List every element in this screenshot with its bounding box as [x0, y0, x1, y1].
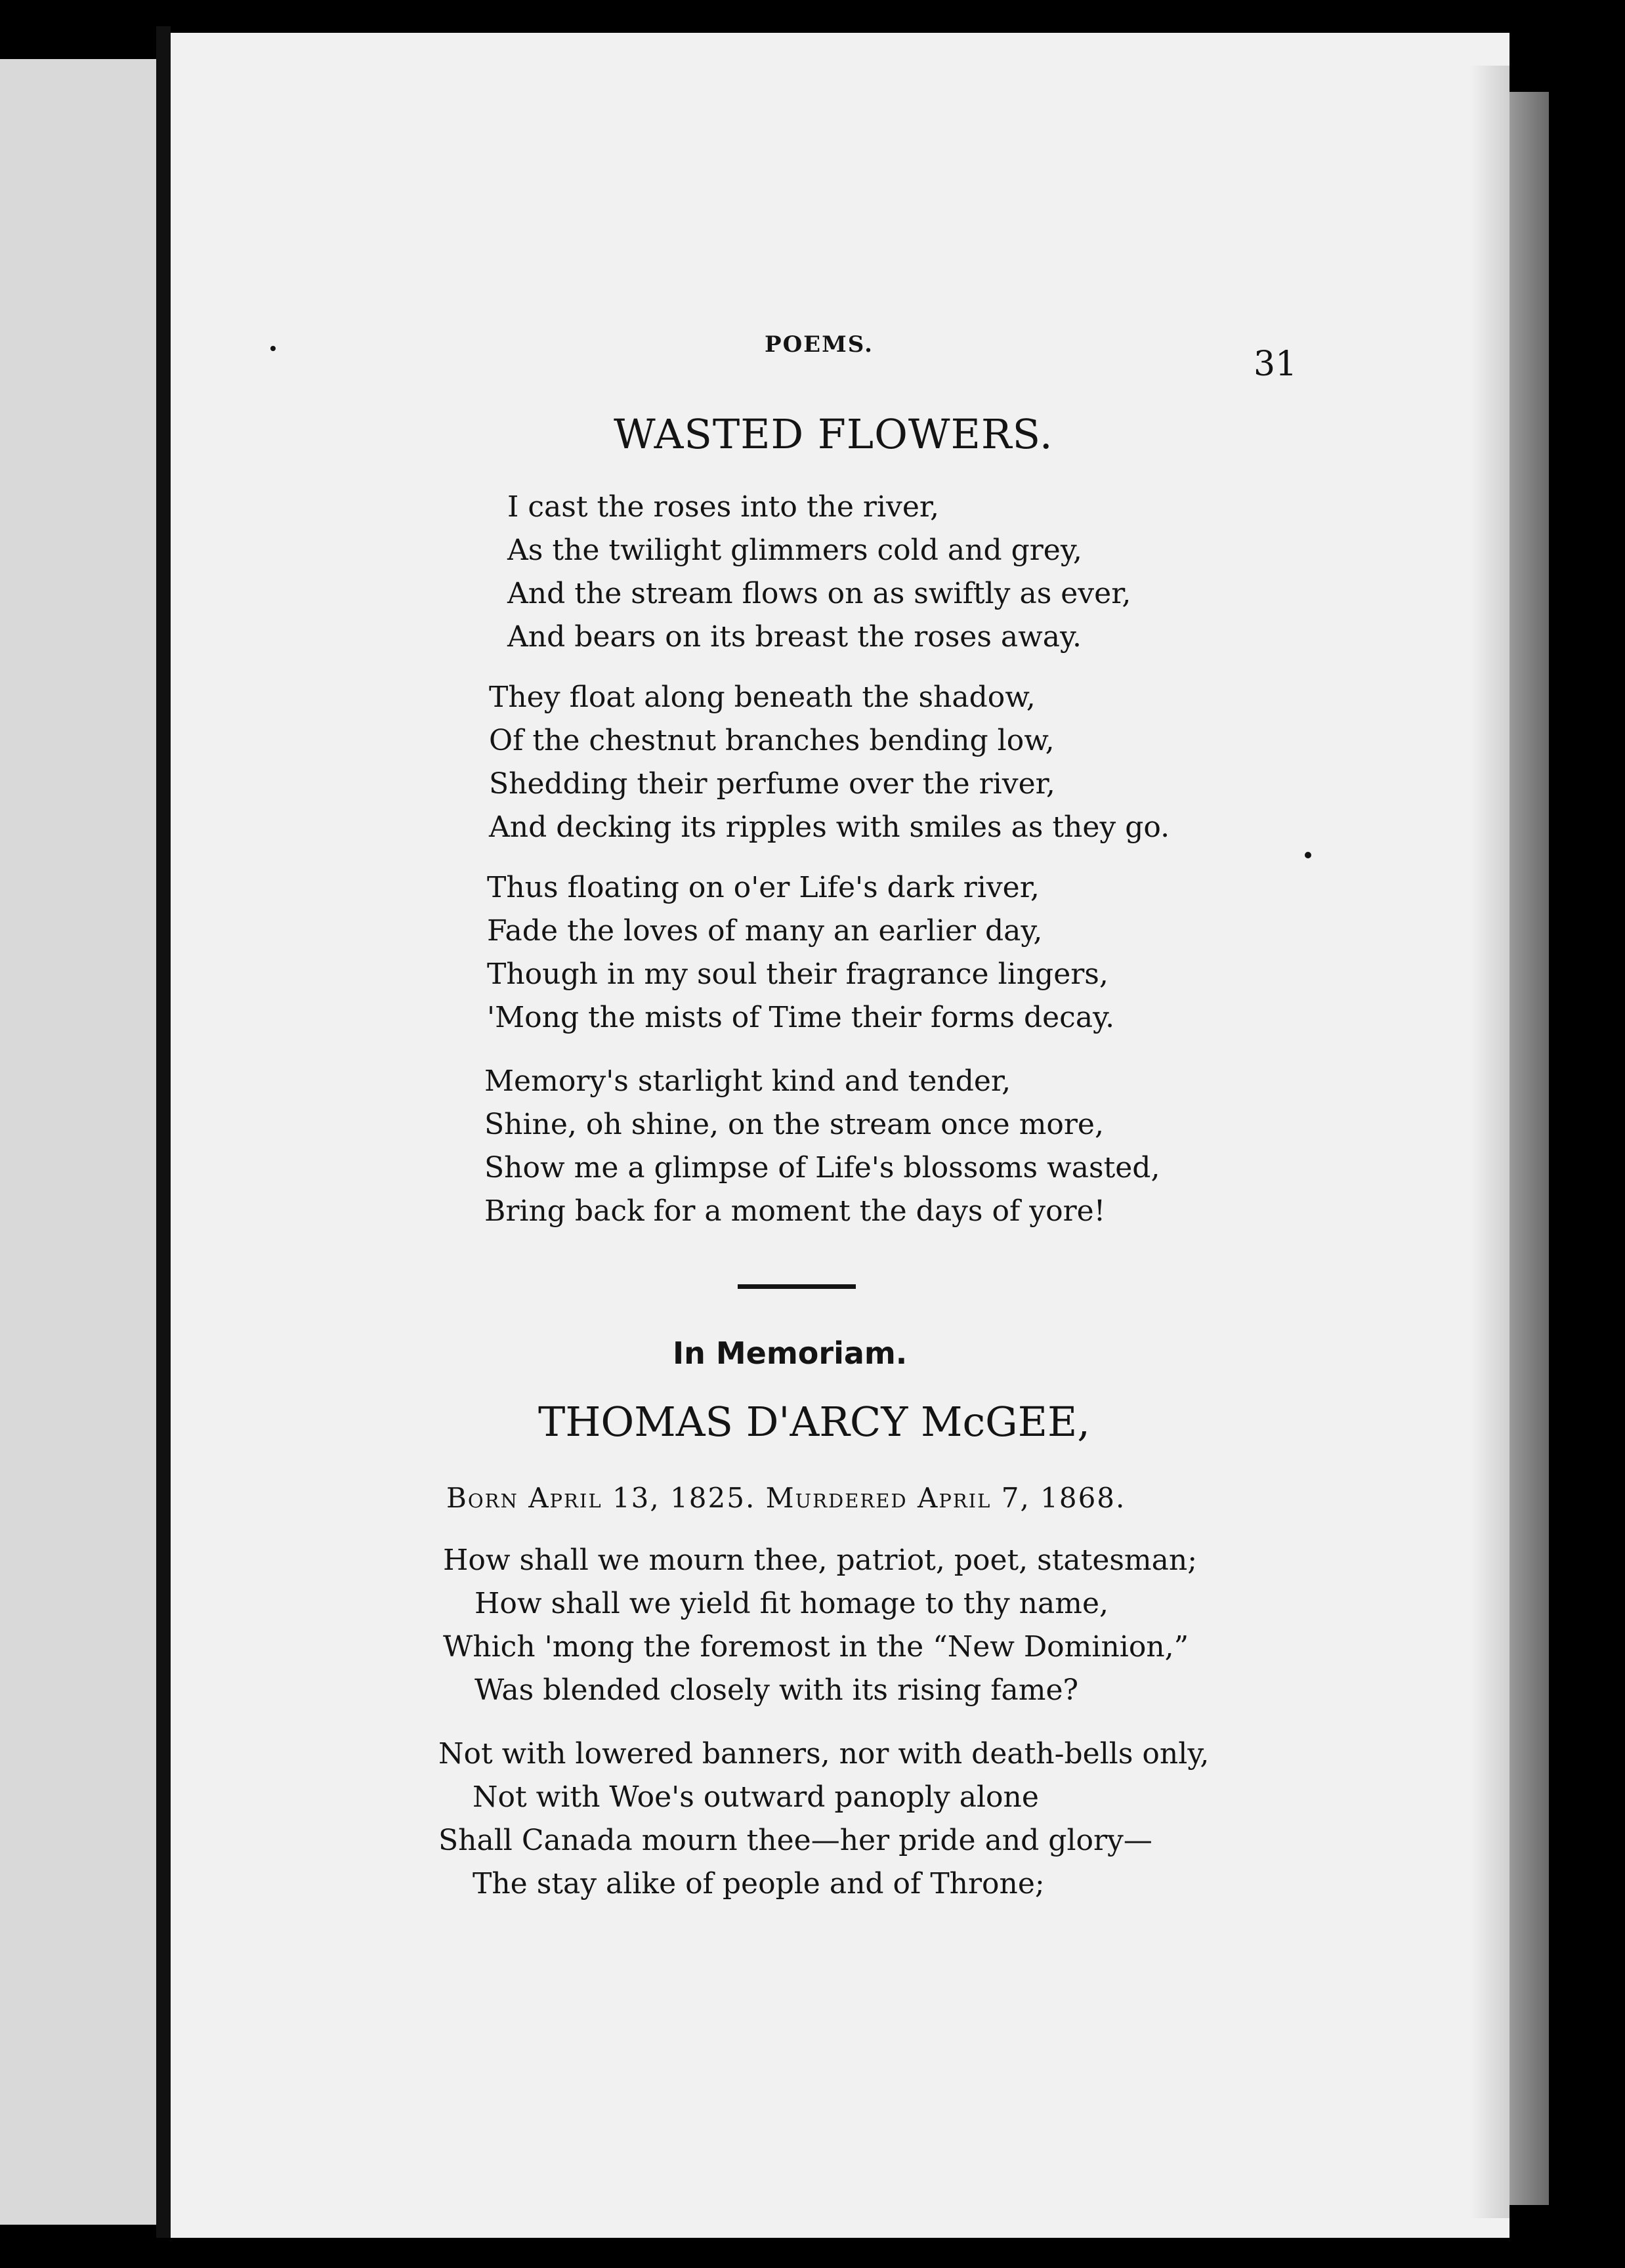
poem-line: Which 'mong the foremost in the “New Dominion,”	[443, 1630, 1189, 1664]
poem-line: 'Mong the mists of Time their forms decay.	[487, 1001, 1115, 1034]
section-divider	[738, 1284, 856, 1289]
poem-line: The stay alike of people and of Throne;	[473, 1867, 1045, 1900]
poem-line: Show me a glimpse of Life's blossoms wasted,	[484, 1151, 1160, 1185]
memoriam-heading: In Memoriam.	[673, 1335, 908, 1371]
poem-line: As the twilight glimmers cold and grey,	[507, 534, 1082, 567]
poem-line: I cast the roses into the river,	[507, 490, 940, 524]
poem-line: Shedding their perfume over the river,	[489, 767, 1055, 801]
subject-name: THOMAS D'ARCY McGEE,	[538, 1398, 1090, 1446]
poem-line: How shall we mourn thee, patriot, poet, statesman;	[443, 1544, 1198, 1577]
poem1-stanza-4	[484, 1060, 1160, 1233]
poem-line: Though in my soul their fragrance lingers,	[487, 957, 1108, 991]
poem-line: Thus floating on o'er Life's dark river,	[487, 871, 1040, 904]
poem-line: And the stream flows on as swiftly as ever,	[507, 577, 1131, 610]
poem2-stanza-1	[443, 1539, 1197, 1712]
birth-death-dates: Born April 13, 1825. Murdered April 7, 1868.	[446, 1482, 1126, 1514]
poem-line: How shall we yield fit homage to thy name,	[475, 1587, 1109, 1620]
poem-line: And decking its ripples with smiles as they go.	[489, 810, 1170, 844]
page-edge-shading	[1470, 66, 1509, 2218]
poem-line: Memory's starlight kind and tender,	[484, 1064, 1011, 1098]
poem-line: Of the chestnut branches bending low,	[489, 724, 1055, 757]
poem-line: They float along beneath the shadow,	[489, 681, 1036, 714]
poem-line: Fade the loves of many an earlier day,	[487, 914, 1043, 948]
poem-line: Bring back for a moment the days of yore!	[484, 1194, 1106, 1228]
page-edge-shadow	[1509, 92, 1549, 2205]
poem-line: Not with Woe's outward panoply alone	[473, 1780, 1039, 1814]
print-speck	[270, 346, 276, 351]
book-gutter	[156, 26, 171, 2238]
poem-line: Was blended closely with its rising fame?	[475, 1673, 1079, 1707]
poem-line: And bears on its breast the roses away.	[507, 620, 1082, 654]
facing-page-edge	[0, 59, 156, 2225]
print-speck	[1305, 852, 1311, 858]
poem1-stanza-3	[487, 866, 1114, 1040]
poem2-stanza-2	[438, 1732, 1209, 1906]
poem1-stanza-2	[489, 676, 1170, 849]
page-number: 31	[1254, 345, 1298, 384]
poem-title: WASTED FLOWERS.	[614, 410, 1053, 458]
running-head: POEMS.	[765, 331, 874, 358]
poem1-stanza-1	[507, 486, 1131, 659]
poem-line: Shall Canada mourn thee—her pride and glory—	[438, 1824, 1152, 1857]
poem-line: Not with lowered banners, nor with death-bells only,	[438, 1737, 1210, 1771]
poem-line: Shine, oh shine, on the stream once more,	[484, 1108, 1104, 1141]
